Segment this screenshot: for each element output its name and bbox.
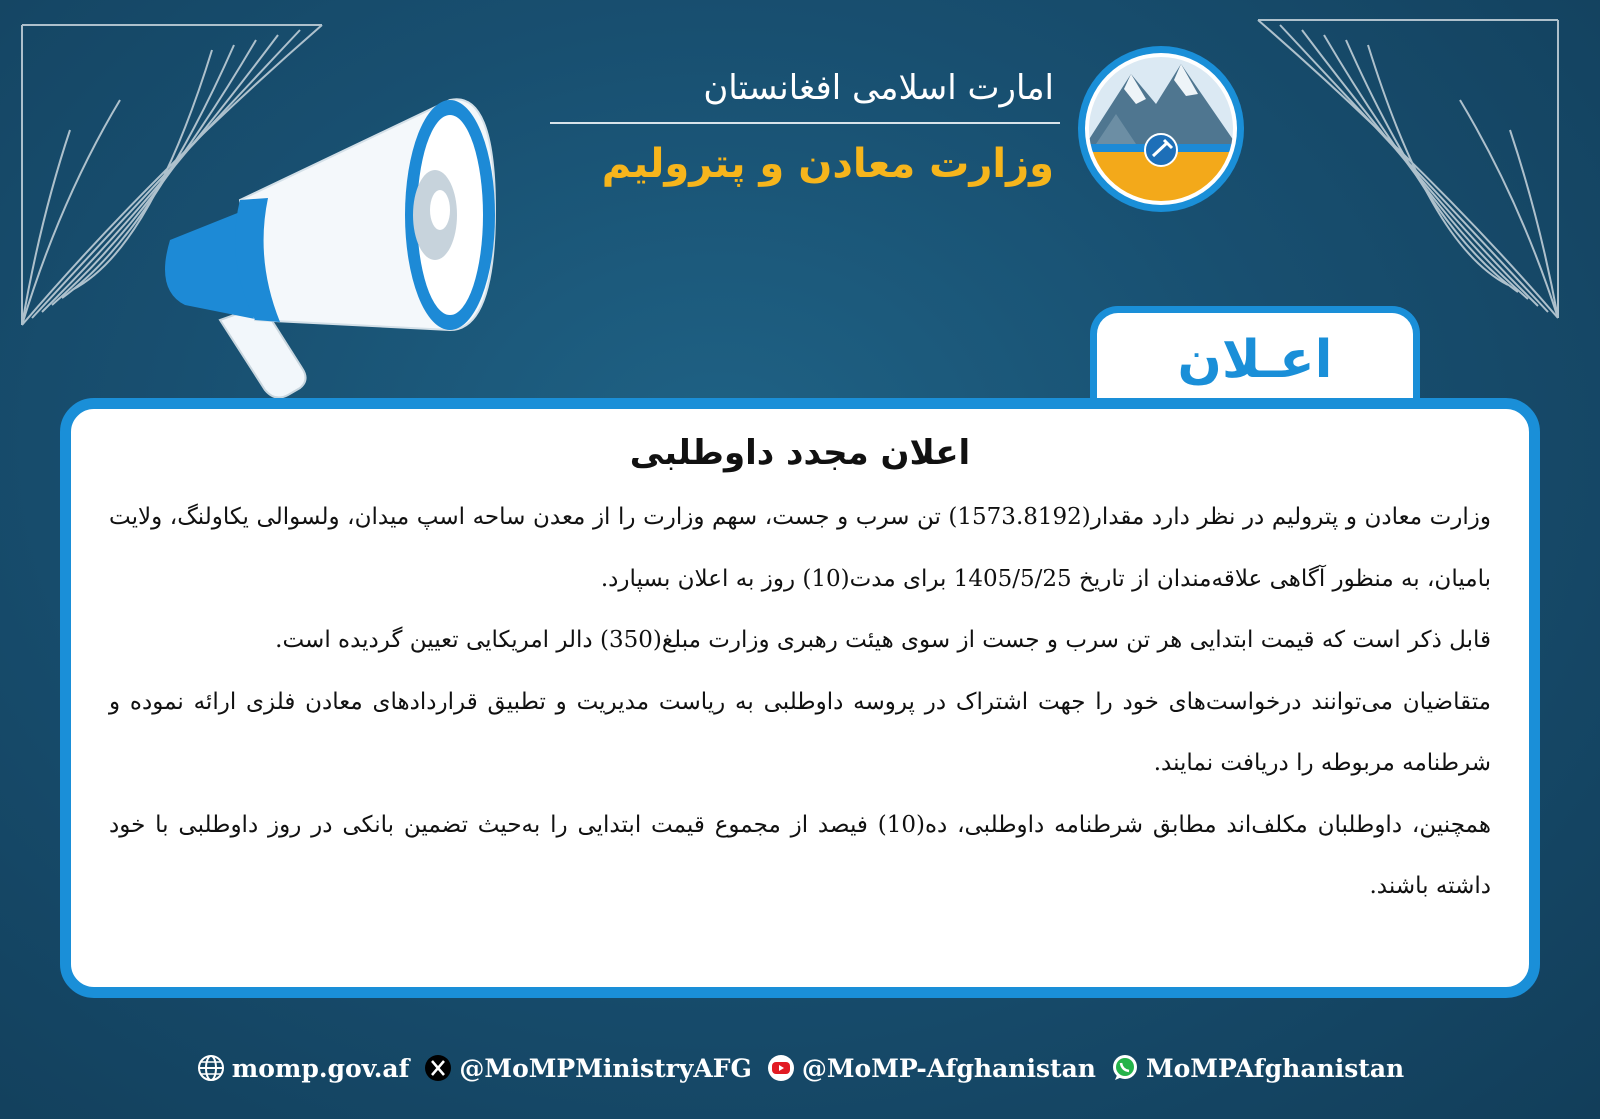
announcement-tab-label: اعـلان bbox=[1177, 329, 1333, 390]
ministry-logo bbox=[1076, 44, 1246, 214]
header bbox=[550, 62, 1060, 192]
country-title: امارت اسلامی افغانستان bbox=[703, 68, 1054, 108]
globe-icon bbox=[196, 1053, 226, 1083]
announcement-paragraph: همچنین، داوطلبان مکلف‌اند مطابق شرطنامه داوطلبی، ده(10) فیصد از مجموع قیمت ابتدایی را به‌حیث تضمین بانکی در روز داوطلبی با خود داشته باشند. bbox=[109, 811, 1491, 899]
whatsapp-handle-text: MoMPAfghanistan bbox=[1145, 1053, 1405, 1083]
youtube-link[interactable] bbox=[766, 1053, 1096, 1083]
ministry-title: وزارت معادن و پترولیم bbox=[601, 141, 1054, 187]
announcement-paragraph: متقاضیان می‌توانند درخواست‌های خود را جهت اشتراک در پروسه داوطلبی به ریاست مدیریت و تطبیق قراردادهای معادن فلزی ارائه نموده و شرطنامه مربوطه را دریافت نمایند. bbox=[109, 688, 1491, 776]
announcement-card bbox=[60, 398, 1540, 998]
whatsapp-icon bbox=[1110, 1053, 1140, 1083]
footer-contacts bbox=[0, 1046, 1600, 1090]
announcement-paragraph: وزارت معادن و پترولیم در نظر دارد مقدار(1573.8192) تن سرب و جست، سهم وزارت را از معدن ساحه اسپ میدان، ولسوالی یکاولنگ، ولایت بامیان، به منظور آگاهی علاقه‌مندان از تاریخ 1405/5/25 برای مدت(10) روز به اعلان بسپارد. bbox=[109, 504, 1491, 592]
youtube-icon bbox=[766, 1053, 796, 1083]
website-link[interactable] bbox=[196, 1053, 410, 1083]
announcement-paragraph: قابل ذکر است که قیمت ابتدایی هر تن سرب و جست از سوی هیئت رهبری وزارت مبلغ(350) دالر امریکایی تعیین گردیده است. bbox=[275, 627, 1491, 653]
header-divider bbox=[550, 122, 1060, 124]
x-icon bbox=[423, 1053, 453, 1083]
website-text: momp.gov.af bbox=[231, 1053, 410, 1083]
megaphone-icon bbox=[150, 90, 510, 410]
whatsapp-link[interactable] bbox=[1110, 1053, 1404, 1083]
youtube-handle-text: @MoMP-Afghanistan bbox=[801, 1053, 1096, 1083]
announcement-tab bbox=[1090, 306, 1420, 406]
announcement-title: اعلان مجدد داوطلبی bbox=[629, 433, 971, 473]
x-link[interactable] bbox=[423, 1053, 751, 1083]
x-handle-text: @MoMPMinistryAFG bbox=[459, 1053, 752, 1083]
